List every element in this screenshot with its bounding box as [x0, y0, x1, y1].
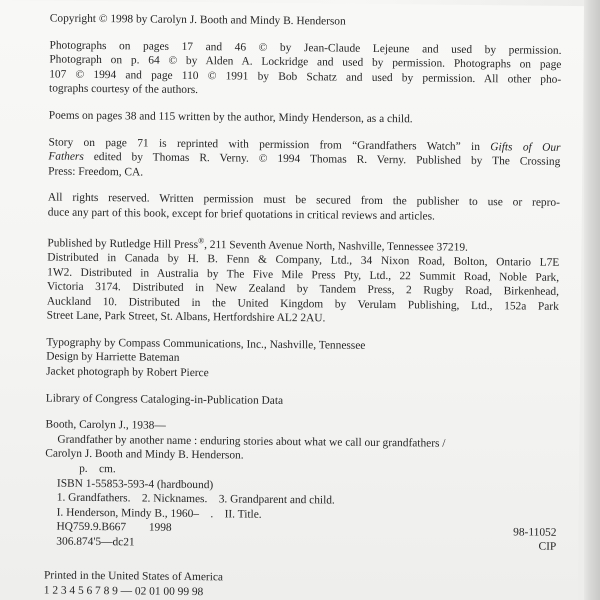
publisher-line-5: Auckland 10. Distributed in the United Kingdom by Verulam Publishing, Ltd., 152a Park	[46, 295, 559, 313]
publisher-address: , 211 Seventh Avenue North, Nashville, Tennessee 37219.	[204, 238, 468, 254]
copyright-notice	[50, 12, 562, 32]
registered-mark: ®	[198, 235, 205, 245]
story-line-2-text: edited by Thomas R. Verny. © 1994 Thomas R. Verny. Published by The Crossing	[83, 151, 561, 169]
printing-line-numbers: 1 2 3 4 5 6 7 8 9 — 02 01 00 99 98	[43, 584, 204, 598]
cip-heading-block	[46, 391, 558, 411]
cip-author: Booth, Carolyn J., 1938—	[45, 418, 166, 433]
photo-credits-line-2: Photograph on p. 64 © by Alden A. Lockridge and used by permission. Photographs on page	[49, 53, 562, 72]
story-line-3: Press: Freedom, CA.	[48, 165, 144, 179]
cip-lc-class: HQ759.9.B667 1998	[56, 521, 172, 535]
printed-in-line: Printed in the United States of America	[43, 569, 224, 584]
copyright-line: Copyright © 1998 by Carolyn J. Booth and Mindy B. Henderson	[49, 12, 346, 28]
photo-credits	[49, 38, 562, 102]
photo-credits-line-4: tographs courtesy of the authors.	[49, 82, 199, 97]
jacket-photo-credit: Jacket photograph by Robert Pierce	[46, 365, 209, 380]
poems-line: Poems on pages 38 and 115 written by the author, Mindy Henderson, as a child.	[48, 109, 413, 126]
cip-isbn: ISBN 1-55853-593-4 (hardbound)	[56, 477, 214, 491]
cip-added-entries: I. Henderson, Mindy B., 1960– . II. Title.	[56, 506, 262, 521]
poems-note	[49, 108, 561, 128]
photo-credits-line-3: 107 © 1994 and page 110 © 1991 by Bob Schatz and used by permission. All other pho-	[49, 68, 562, 86]
cip-heading: Library of Congress Cataloging-in-Publication Data	[45, 392, 284, 407]
cip-title-line-1: Grandfather by another name : enduring stories about what we call our grandfathers /	[57, 433, 446, 450]
publisher-info	[47, 232, 560, 329]
typography-credit: Typography by Compass Communications, Inc., Nashville, Tennessee	[46, 336, 366, 352]
photo-credits-line-1: Photographs on pages 17 and 46 © by Jean-Claude Lejeune and used by permission.	[49, 39, 562, 57]
story-book-title-part-1: Gifts of Our	[490, 140, 561, 154]
cip-pages: p. cm.	[79, 462, 116, 476]
cip-dewey: 306.874'5—dc21	[56, 535, 135, 549]
story-permission	[48, 135, 560, 184]
cip-lccn: 98-11052	[513, 526, 557, 539]
rights-reserved	[48, 191, 560, 226]
story-book-title-part-2: Fathers	[48, 150, 84, 164]
rights-line-2: duce any part of this book, except for brief quotations in critical reviews and articles.	[47, 206, 435, 223]
copyright-page-text	[44, 12, 562, 600]
design-credit: Design by Harriette Bateman	[46, 350, 180, 365]
cip-record	[44, 418, 557, 554]
cip-subjects: 1. Grandfathers. 2. Nicknames. 3. Grandparent and child.	[56, 491, 335, 507]
printing-info	[44, 569, 556, 600]
publisher-name: Published by Rutledge Hill Press	[47, 236, 199, 251]
rights-line-1: All rights reserved. Written permission must be secured from the publisher to use or repro-	[47, 191, 560, 210]
cip-label: CIP	[538, 540, 557, 553]
publisher-line-2: Distributed in Canada by H. B. Fenn & Company, Ltd., 34 Nixon Road, Bolton, Ontario L7E	[47, 251, 560, 269]
cip-title-line-2: Carolyn J. Booth and Mindy B. Henderson.	[45, 447, 244, 463]
page-edge	[584, 0, 600, 600]
story-line-1-text: Story on page 71 is reprinted with permission from “Grandfathers Watch” in	[48, 136, 491, 153]
publisher-line-4: Victoria 3174. Distributed in New Zealand by Tandem Press, 2 Rugby Road, Birkenhead,	[46, 280, 560, 298]
publisher-line-3: 1W2. Distributed in Australia by The Five Mile Press Pty, Ltd., 22 Summit Road, Noble Park,	[47, 266, 560, 284]
production-credits	[46, 335, 558, 384]
publisher-line-6: Street Lane, Park Street, St. Albans, Hertfordshire AL2 2AU.	[46, 309, 326, 325]
